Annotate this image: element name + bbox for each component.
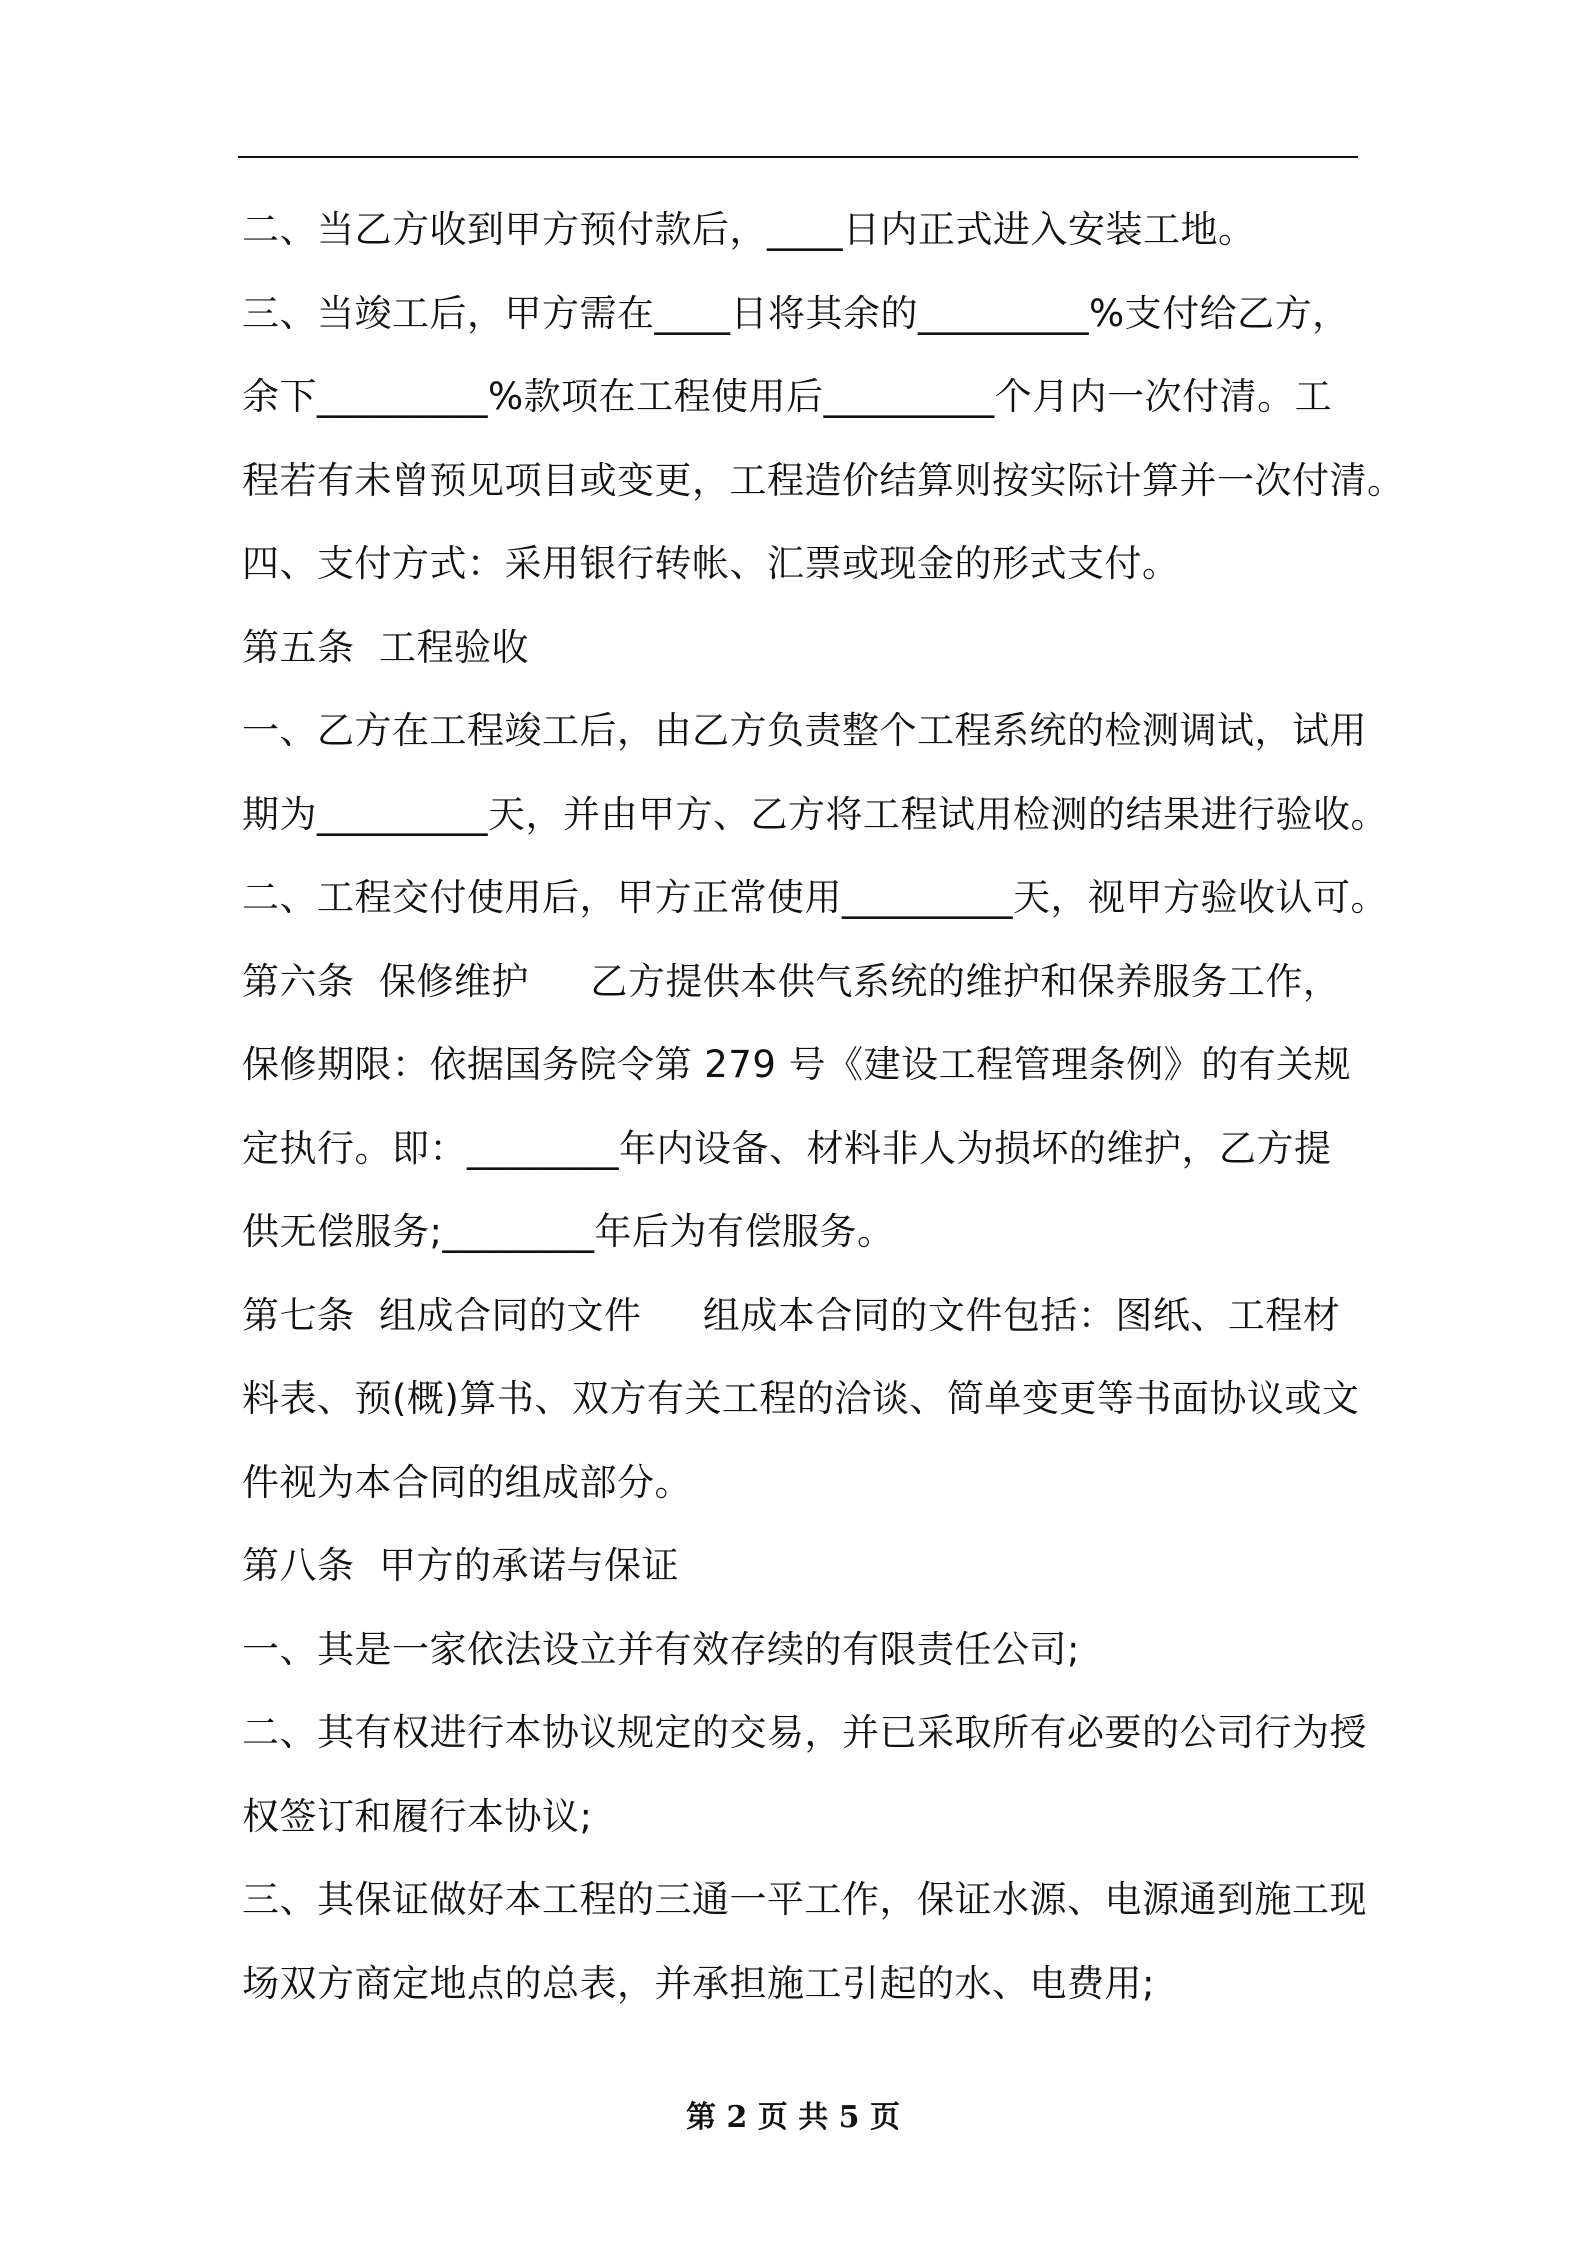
text-line: 定执行。即：________年内设备、材料非人为损坏的维护，乙方提 <box>242 1127 1332 1170</box>
section-heading: 第八条 甲方的承诺与保证 <box>242 1544 680 1587</box>
text-line: 第六条 保修维护 乙方提供本供气系统的维护和保养服务工作， <box>242 960 1341 1003</box>
text-line: 权签订和履行本协议; <box>242 1795 593 1838</box>
text-line: 第七条 组成合同的文件 组成本合同的文件包括：图纸、工程材 <box>242 1294 1341 1337</box>
text-line: 场双方商定地点的总表，并承担施工引起的水、电费用; <box>242 1962 1155 2005</box>
text-line: 期为_________天，并由甲方、乙方将工程试用检测的结果进行验收。 <box>242 793 1388 836</box>
page-footer: 第 2 页 共 5 页 <box>686 2100 900 2135</box>
section-heading: 第五条 工程验收 <box>242 626 530 669</box>
text-line: 二、工程交付使用后，甲方正常使用_________天，视甲方验收认可。 <box>242 876 1388 919</box>
text-line: 二、当乙方收到甲方预付款后，____日内正式进入安装工地。 <box>242 208 1256 251</box>
text-line: 四、支付方式：采用银行转帐、汇票或现金的形式支付。 <box>242 542 1180 585</box>
text-line: 三、当竣工后，甲方需在____日将其余的_________%支付给乙方， <box>242 292 1350 335</box>
text-line: 料表、预(概)算书、双方有关工程的洽谈、简单变更等书面协议或文 <box>242 1377 1360 1420</box>
text-line: 供无偿服务;________年后为有偿服务。 <box>242 1210 895 1253</box>
text-line: 件视为本合同的组成部分。 <box>242 1461 692 1504</box>
text-line: 保修期限：依据国务院令第 279 号《建设工程管理条例》的有关规 <box>242 1043 1352 1086</box>
text-line: 程若有未曾预见项目或变更，工程造价结算则按实际计算并一次付清。 <box>242 459 1405 502</box>
text-line: 一、乙方在工程竣工后，由乙方负责整个工程系统的检测调试，试用 <box>242 709 1367 752</box>
header-rule <box>238 156 1358 158</box>
text-line: 二、其有权进行本协议规定的交易，并已采取所有必要的公司行为授 <box>242 1711 1367 1754</box>
text-line: 三、其保证做好本工程的三通一平工作，保证水源、电源通到施工现 <box>242 1878 1367 1921</box>
text-line: 一、其是一家依法设立并有效存续的有限责任公司; <box>242 1628 1080 1671</box>
text-line: 余下_________%款项在工程使用后_________个月内一次付清。工 <box>242 375 1333 418</box>
